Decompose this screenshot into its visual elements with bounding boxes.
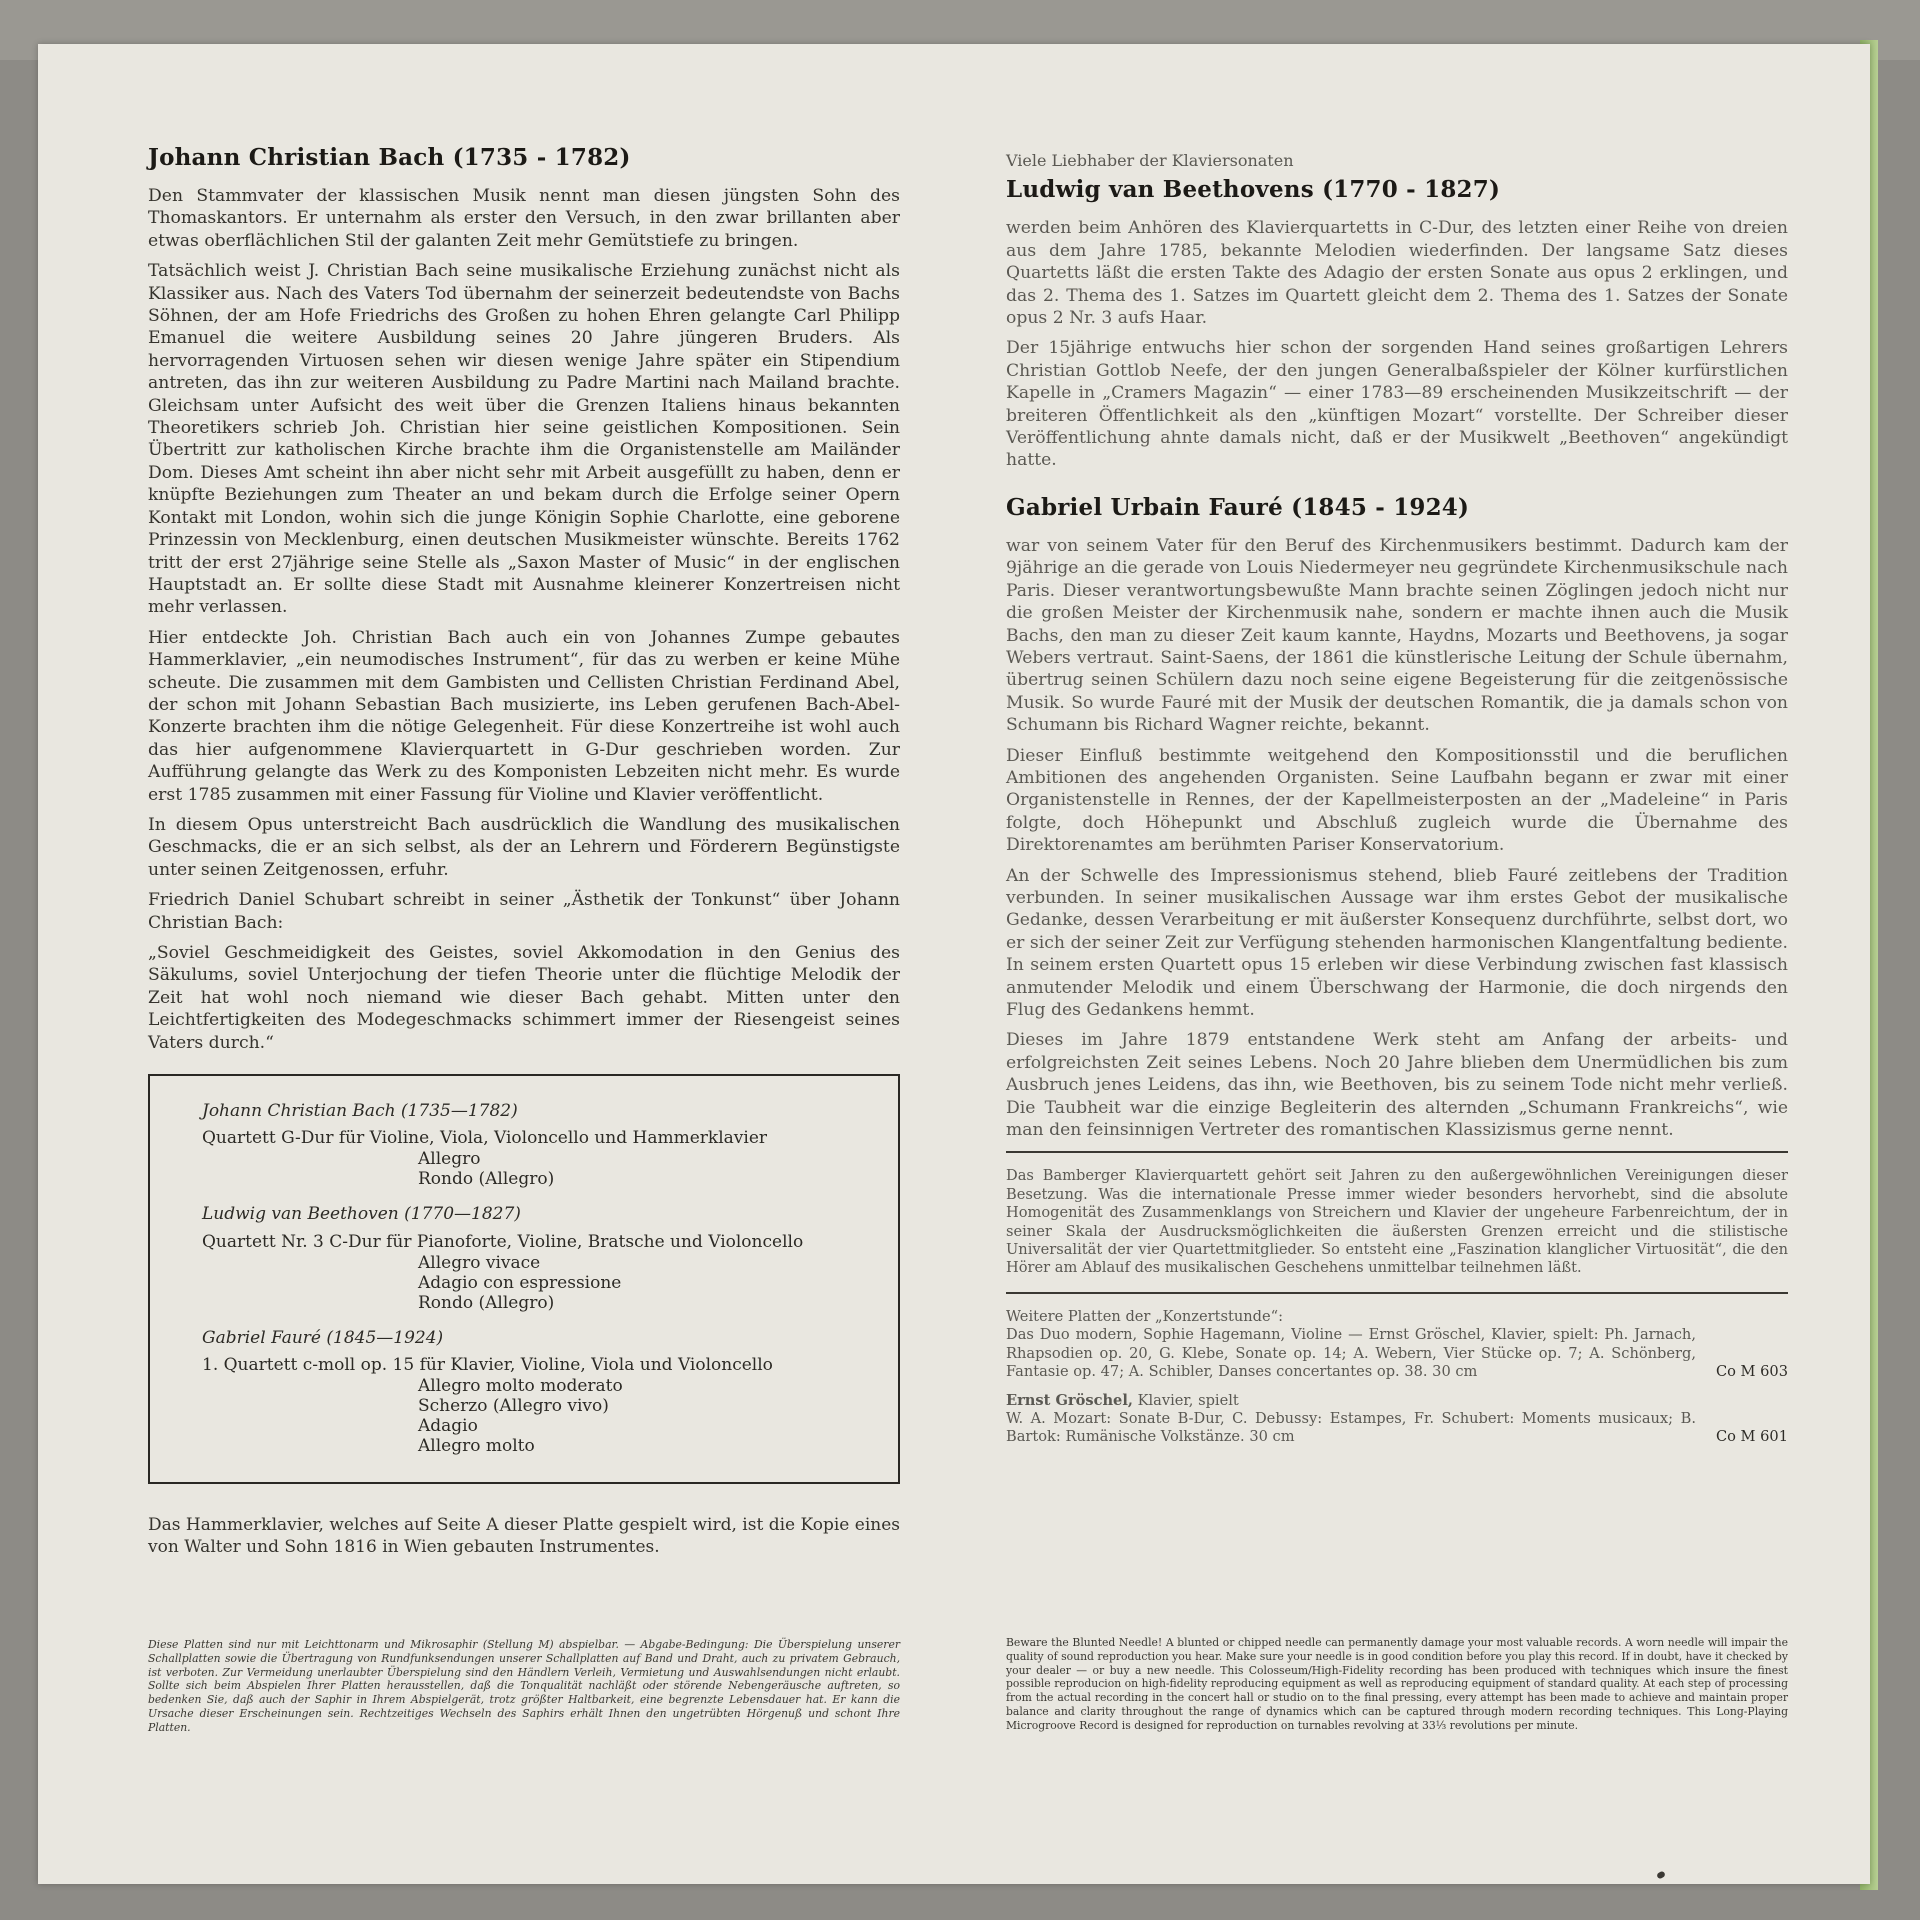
program-composer: Gabriel Fauré (1845—1924) [202, 1327, 444, 1348]
program-entry [202, 1327, 874, 1456]
more-records-title: Weitere Platten der „Konzertstunde“: [1006, 1307, 1283, 1325]
record-artist-role: Klavier, spielt [1132, 1391, 1239, 1409]
bach-heading: Johann Christian Bach (1735 - 1782) [148, 144, 631, 171]
record-description: W. A. Mozart: Sonate B-Dur, C. Debussy: Estampes, Fr. Schubert: Moments musicaux; B. Bartok: Rumänische Volkstänze. 30 cm [1006, 1409, 1696, 1446]
bach-paragraph: Tatsächlich weist J. Christian Bach seine musikalische Erziehung zunächst nicht als Klassiker aus. Nach des Vaters Tod übernahm der seinerzeit bedeutendste von Bachs Söhnen, der am Hofe Friedrichs des Großen zu hohen Ehren gelangte Carl Philipp Emanuel die weitere Ausbildung seines 20 Jahre jüngeren Bruders. Als hervorragenden Virtuosen sehen wir diesen wenige Jahre später ein Stipendium antreten, das ihn zur weiteren Ausbildung zu Padre Martini nach Mailand brachte. Gleichsam unter Aufsicht des weit über die Grenzen Italiens hinaus bekannten Theoretikers schrieb Joh. Christian hier seine geistlichen Kompositionen. Sein Übertritt zur katholischen Kirche brachte ihm die Organistenstelle am Mailänder Dom. Dieses Amt scheint ihn aber nicht sehr mit Arbeit ausgefüllt zu haben, denn er knüpfte Beziehungen zum Theater an und bekam durch die Erfolge seiner Opern Kontakt mit London, wohin sich die junge Königin Sophie Charlotte, eine geborene Prinzessin von Mecklenburg, einen deutschen Musikmeister wünschte. Bereits 1762 tritt der erst 27jährige seine Stelle als „Saxon Master of Music“ in der englischen Hauptstadt an. Er sollte diese Stadt mit Ausnahme kleinerer Konzertreisen nicht mehr verlassen. [148, 261, 900, 618]
record-entry [1006, 1410, 1788, 1447]
faure-paragraph: Dieses im Jahre 1879 entstandene Werk steht am Anfang der arbeits- und erfolgreichsten Zeit seines Lebens. Noch 20 Jahre blieben dem Unermüdlichen bis zum Ausbruch jenes Leidens, das ihn, wie Beethoven, bis zu seinem Tode nicht mehr verließ. Die Taubheit war die einzige Begleiterin des alternden „Schumann Frankreichs“, wie man den feinsinnigen Vertreter des romantischen Klassizismus gerne nennt. [1006, 1030, 1788, 1141]
program-work: 1. Quartett c-moll op. 15 für Klavier, Violine, Viola und Violoncello [202, 1355, 773, 1376]
catalog-number: Co M 601 [1715, 1428, 1788, 1446]
faure-paragraph: Dieser Einfluß bestimmte weitgehend den Kompositionsstil und die beruflichen Ambitionen des angehenden Organisten. Seine Laufbahn begann er zwar mit einer Organistenstelle in Rennes, der der Kapellmeisterposten an der „Madeleine“ in Paris folgte, doch Höhepunkt und Abschluß zugleich wurde die Übernahme des Direktorenamtes am berühmten Pariser Konservatorium. [1006, 745, 1788, 856]
handling-notice-english: Beware the Blunted Needle! A blunted or chipped needle can permanently damage your most valuable records. A worn needle will impair the quality of sound reproduction you hear. Make sure your needle is in good condition before you play this record. If in doubt, have it checked by your dealer — or buy a new needle. This Colosseum/High-Fidelity recording has been produced with techniques which insure the finest possible reproducion on high-fidelity reproducing equipment as well as reproducing equipment of standard quality. At each step of processing from the actual recording in the concert hall or studio on to the final pressing, every attempt has been made to achieve and maintain proper balance and clarity throughout the range of dynamics which can be captured through modern recording techniques. This Long-Playing Microgroove Record is designed for reproduction on turnables revolving at 33⅓ revolutions per minute. [1006, 1636, 1788, 1732]
program-movement: Allegro molto moderato [418, 1376, 623, 1397]
faure-paragraph: war von seinem Vater für den Beruf des Kirchenmusikers bestimmt. Dadurch kam der 9jährige an die gerade von Louis Niedermeyer neu gegründete Kirchenmusikschule nach Paris. Dieser verantwortungsbewußte Mann brachte seinen Zöglingen jedoch nicht nur die großen Meister der Kirchenmusik nahe, sondern er machte ihnen auch die Musik Bachs, den man zu dieser Zeit kaum kannte, Haydns, Mozarts und Beethovens, ja sogar Webers vertraut. Saint-Saens, der 1861 die künstlerische Leitung der Schule übernahm, übertrug seinen Schülern dazu noch seine eigene Begeisterung für die zeitgenössische Musik. So wurde Fauré mit der Musik der deutschen Romantik, die ja damals schon von Schumann bis Richard Wagner reichte, bekannt. [1006, 535, 1788, 736]
schubart-quote: „Soviel Geschmeidigkeit des Geistes, soviel Akkomodation in den Genius des Säkulums, soviel Unterjochung der tiefen Theorie unter die flüchtige Melodik der Zeit hat wohl noch niemand wie dieser Bach gehabt. Mitten unter den Leichtfertigkeiten des Modegeschmacks schimmert immer der Riesengeist seines Vaters durch.“ [148, 943, 900, 1053]
record-sleeve [38, 44, 1870, 1884]
bach-paragraph: Den Stammvater der klassischen Musik nennt man diesen jüngsten Sohn des Thomaskantors. Er unternahm als erster den Versuch, in den zwar brillanten aber etwas oberflächlichen Stil der galanten Zeit mehr Gemütstiefe zu bringen. [148, 186, 900, 251]
program-movement: Adagio [418, 1416, 478, 1437]
program-movement: Allegro molto [418, 1436, 535, 1457]
bach-paragraph: In diesem Opus unterstreicht Bach ausdrücklich die Wandlung des musikalischen Geschmacks, die er an sich selbst, als der an Lehrern und Förderern Begünstigste unter seinen Zeitgenossen, erfuhr. [148, 814, 900, 880]
divider [1006, 1151, 1788, 1153]
record-entry [1006, 1326, 1788, 1381]
record-description: Das Duo modern, Sophie Hagemann, Violine — Ernst Gröschel, Klavier, spielt: Ph. Jarnach, Rhapsodien op. 20, G. Klebe, Sonate op. 14; A. Webern, Vier Stücke op. 7; A. Schönberg, Fantasie op. 47; A. Schibler, Danses concertantes op. 38. 30 cm [1006, 1326, 1696, 1381]
program-composer: Johann Christian Bach (1735—1782) [202, 1101, 518, 1122]
catalog-number: Co M 603 [1715, 1363, 1788, 1381]
program-movement: Rondo (Allegro) [418, 1169, 555, 1190]
beethoven-heading: Ludwig van Beethovens (1770 - 1827) [1006, 176, 1501, 204]
program-entry [202, 1100, 874, 1189]
bach-paragraph: Friedrich Daniel Schubart schreibt in seiner „Ästhetik der Tonkunst“ über Johann Christian Bach: [148, 890, 900, 933]
program-movement: Scherzo (Allegro vivo) [418, 1396, 609, 1417]
right-column [1006, 150, 1788, 1447]
left-column [148, 144, 900, 1558]
program-composer: Ludwig van Beethoven (1770—1827) [202, 1204, 521, 1225]
program-movement: Allegro vivace [418, 1252, 541, 1273]
program-movement: Allegro [418, 1149, 481, 1170]
program-movement: Rondo (Allegro) [418, 1292, 555, 1313]
program-entry [202, 1203, 874, 1312]
program-box [148, 1074, 900, 1484]
divider [1006, 1292, 1788, 1294]
faure-heading: Gabriel Urbain Fauré (1845 - 1924) [1006, 493, 1470, 521]
beethoven-paragraph: Der 15jährige entwuchs hier schon der sorgenden Hand seines großartigen Lehrers Christian Gottlob Neefe, der den jungen Generalbaßspieler der Kölner kurfürstlichen Kapelle in „Cramers Magazin“ — einer 1783—89 erscheinenden Musikzeitschrift — der breiteren Öffentlichkeit als den „künftigen Mozart“ vorstellte. Der Schreiber dieser Veröffentlichung ahnte damals nicht, daß er der Musikwelt „Beethoven“ angekündigt hatte. [1006, 338, 1788, 471]
program-work: Quartett Nr. 3 C-Dur für Pianoforte, Violine, Bratsche und Violoncello [202, 1231, 804, 1252]
bach-paragraph: Hier entdeckte Joh. Christian Bach auch ein von Johannes Zumpe gebautes Hammerklavier, „ein neumodisches Instrument“, für das zu werben er keine Mühe scheute. Die zusammen mit dem Gambisten und Cellisten Christian Ferdinand Abel, der schon mit Johann Sebastian Bach musizierte, ins Leben gerufenen Bach-Abel-Konzerte brachten ihm die nötige Gelegenheit. Für diese Konzertreihe ist wohl auch das hier aufgenommene Klavierquartett in G-Dur geschrieben worden. Zur Aufführung gelangte das Werk zu des Komponisten Lebzeiten nicht mehr. Es wurde erst 1785 zusammen mit einer Fassung für Violine und Klavier veröffentlicht. [148, 627, 900, 805]
faure-paragraph: An der Schwelle des Impressionismus stehend, blieb Fauré zeitlebens der Tradition verbunden. In seiner musikalischen Aussage war ihm erstes Gebot der musikalische Gedanke, dessen Verarbeitung er mit äußerster Konsequenz durchführte, selbst dort, wo er sich der seiner Zeit zur Verfügung stehenden harmonischen Klangentfaltung bediente. In seinem ersten Quartett opus 15 erleben wir diese Verbindung zwischen fast klassisch anmutender Melodik und einem Überschwang der Harmonie, die doch nirgends den Flug des Gedankens hemmt. [1006, 865, 1788, 1020]
beethoven-kicker: Viele Liebhaber der Klaviersonaten [1006, 151, 1294, 170]
record-artist: Ernst Gröschel, [1006, 1391, 1133, 1409]
program-movement: Adagio con espressione [418, 1272, 622, 1293]
beethoven-paragraph: werden beim Anhören des Klavierquartetts in C-Dur, des letzten einer Reihe von dreien aus dem Jahre 1785, bekannte Melodien wiederfinden. Der langsame Satz dieses Quartetts läßt die ersten Takte des Adagio der ersten Sonate aus opus 2 erklingen, und das 2. Thema des 1. Satzes im Quartett gleicht dem 2. Thema des 1. Satzes der Sonate opus 2 Nr. 3 aufs Haar. [1006, 218, 1788, 329]
quartet-note: Das Bamberger Klavierquartett gehört seit Jahren zu den außergewöhnlichen Vereinigungen dieser Besetzung. Was die internationale Presse immer wieder besonders hervorhebt, sind die absolute Homogenität des Zusammenklangs von Streichern und Klavier der ungeheure Farbenreichtum, der in seiner Skala der Ausdrucksmöglichkeiten die äußersten Grenzen erreicht und die stilistische Universalität der vier Quartettmitglieder. So entsteht eine „Faszination klanglicher Virtuosität“, die den Hörer am Ablauf des musikalischen Geschehens unmittelbar teilnehmen läßt. [1006, 1167, 1788, 1277]
program-work: Quartett G-Dur für Violine, Viola, Violoncello und Hammerklavier [202, 1128, 768, 1149]
handling-notice-german: Diese Platten sind nur mit Leichttonarm und Mikrosaphir (Stellung M) abspielbar. — Abgabe-Bedingung: Die Überspielung unserer Schallplatten sowie die Übertragung von Rundfunksendungen unserer Schallplatten auf Band und Draht, auch zu privatem Gebrauch, ist verboten. Zur Vermeidung unerlaubter Überspielung sind den Händlern Verleih, Vermietung und Auswahlsendungen nicht erlaubt. Sollte sich beim Abspielen Ihrer Platten herausstellen, daß die Tonqualität nachläßt oder störende Nebengeräusche auftreten, so bedenken Sie, daß auch der Saphir in Ihrem Abspielgerät, trotz größter Haltbarkeit, eine begrenzte Lebensdauer hat. Er kann die Ursache dieser Erscheinungen sein. Rechtzeitiges Wechseln des Saphirs erhält Ihnen den ungetrübten Hörgenuß und schont Ihre Platten. [148, 1638, 900, 1734]
record-artist-line [1006, 1392, 1788, 1410]
hammerklavier-note: Das Hammerklavier, welches auf Seite A dieser Platte gespielt wird, ist die Kopie eines von Walter und Sohn 1816 in Wien gebauten Instrumentes. [148, 1515, 900, 1558]
